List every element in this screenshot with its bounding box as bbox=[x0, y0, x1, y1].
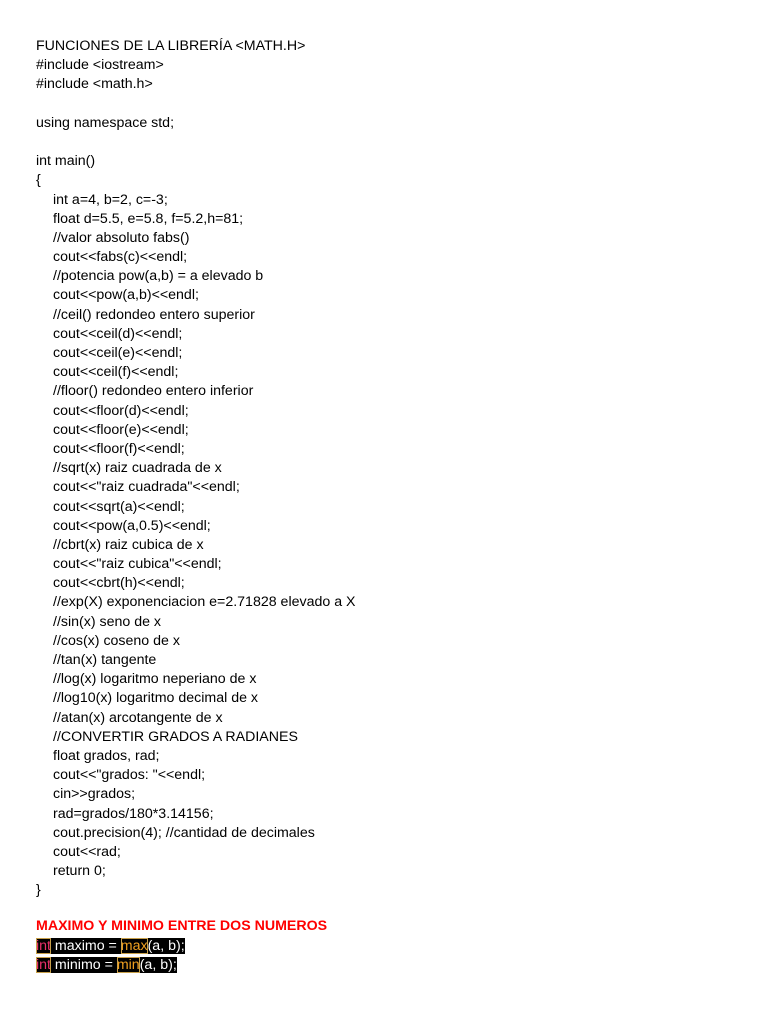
code-line: cout<<floor(d)<<endl; bbox=[53, 402, 189, 419]
code-line: //exp(X) exponenciacion e=2.71828 elevado a X bbox=[53, 594, 356, 611]
code-line: #include <iostream> bbox=[36, 57, 164, 74]
code-line: { bbox=[36, 172, 41, 189]
code-line: //cbrt(x) raiz cubica de x bbox=[53, 536, 204, 553]
code-line bbox=[36, 133, 736, 152]
code-line: cout<<pow(a,0.5)<<endl; bbox=[53, 517, 211, 534]
code-token: minimo = bbox=[50, 956, 117, 973]
code-line: cout<<"raiz cubica"<<endl; bbox=[53, 556, 222, 573]
code-token: (a, b); bbox=[139, 956, 177, 973]
code-line: cout<<ceil(f)<<endl; bbox=[53, 364, 179, 381]
highlighted-code bbox=[36, 937, 736, 975]
code-line: cout<<cbrt(h)<<endl; bbox=[53, 575, 185, 592]
code-line: //log10(x) logaritmo decimal de x bbox=[53, 690, 259, 707]
code-line bbox=[36, 95, 736, 114]
code-line: //log(x) logaritmo neperiano de x bbox=[53, 671, 257, 688]
code-line: using namespace std; bbox=[36, 114, 175, 131]
code-line: //cos(x) coseno de x bbox=[53, 632, 180, 649]
code-line: int a=4, b=2, c=-3; bbox=[53, 191, 168, 208]
document-page bbox=[36, 37, 736, 975]
code-token: (a, b); bbox=[147, 937, 185, 954]
code-listing bbox=[36, 37, 736, 900]
code-line: cout<<ceil(d)<<endl; bbox=[53, 325, 183, 342]
code-line: cout<<floor(e)<<endl; bbox=[53, 421, 189, 438]
highlighted-code-line bbox=[36, 956, 736, 975]
code-line: //sqrt(x) raiz cuadrada de x bbox=[53, 460, 222, 477]
code-line: cout<<ceil(e)<<endl; bbox=[53, 345, 183, 361]
code-line: //potencia pow(a,b) = a elevado b bbox=[53, 268, 264, 285]
code-line: //CONVERTIR GRADOS A RADIANES bbox=[53, 728, 298, 745]
section-title: MAXIMO Y MINIMO ENTRE DOS NUMEROS bbox=[36, 918, 328, 935]
code-line: cout<<pow(a,b)<<endl; bbox=[53, 287, 199, 304]
code-line: //valor absoluto fabs() bbox=[53, 229, 190, 246]
code-line: //floor() redondeo entero inferior bbox=[53, 383, 254, 400]
code-line: //sin(x) seno de x bbox=[53, 613, 162, 630]
code-line: cout<<sqrt(a)<<endl; bbox=[53, 498, 185, 515]
code-line: float d=5.5, e=5.8, f=5.2,h=81; bbox=[53, 210, 244, 227]
code-line: //ceil() redondeo entero superior bbox=[53, 306, 255, 323]
code-line: } bbox=[36, 882, 41, 899]
code-line: #include <math.h> bbox=[36, 76, 153, 93]
code-line: cin>>grados; bbox=[53, 786, 136, 803]
code-line: rad=grados/180*3.14156; bbox=[53, 805, 214, 822]
code-line: float grados, rad; bbox=[53, 747, 160, 764]
keyword-token: int bbox=[36, 937, 51, 954]
highlighted-code-line bbox=[36, 937, 736, 956]
function-token: min bbox=[116, 956, 140, 973]
code-line: //atan(x) arcotangente de x bbox=[53, 709, 223, 726]
code-line: cout<<fabs(c)<<endl; bbox=[53, 249, 188, 266]
code-line: //tan(x) tangente bbox=[53, 652, 157, 668]
code-line: cout.precision(4); //cantidad de decimales bbox=[53, 824, 315, 841]
code-line: cout<<"grados: "<<endl; bbox=[53, 767, 206, 784]
code-line: return 0; bbox=[53, 863, 106, 880]
code-line: cout<<rad; bbox=[53, 843, 121, 860]
code-line: cout<<floor(f)<<endl; bbox=[53, 440, 185, 457]
keyword-token: int bbox=[36, 956, 51, 973]
code-line: cout<<"raiz cuadrada"<<endl; bbox=[53, 479, 240, 496]
code-line: FUNCIONES DE LA LIBRERÍA <MATH.H> bbox=[36, 38, 306, 54]
code-line: int main() bbox=[36, 153, 96, 170]
function-token: max bbox=[120, 937, 148, 954]
code-token: maximo = bbox=[50, 937, 121, 954]
